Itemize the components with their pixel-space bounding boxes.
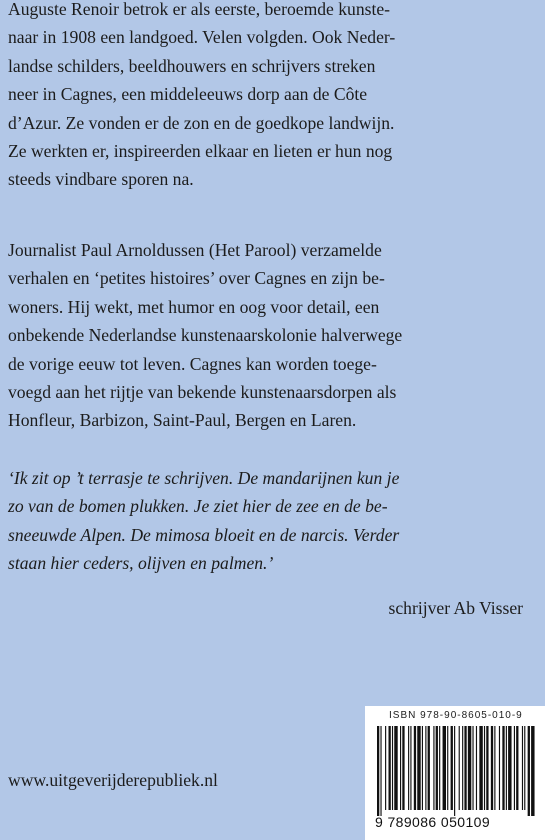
barcode-icon [375,726,537,816]
intro-line: landse schilders, beeldhouwers en schrijvers streken [8,55,376,76]
quote-line: sneeuwde Alpen. De mimosa bloeit en de narcis. Verder [8,524,400,545]
quote-line: staan hier ceders, olijven en palmen.’ [8,553,274,574]
quote-attribution: schrijver Ab Visser [388,598,523,618]
description-line: onbekende Nederlandse kunstenaarskolonie halverwege [8,325,403,346]
quote-paragraph [8,464,538,578]
intro-line: Auguste Renoir betrok er als eerste, beroemde kunste- [8,0,391,19]
intro-line: naar in 1908 een landgoed. Velen volgden. Ook Neder- [8,27,396,48]
isbn-label: ISBN 978-90-8605-010-9 [389,710,523,721]
barcode-digits: 9 789086 050109 [375,814,490,830]
description-line: voegd aan het rijtje van bekende kunstenaarsdorpen als [8,382,397,403]
intro-line: Ze werkten er, inspireerden elkaar en lieten er hun nog [8,141,393,162]
quote-line: zo van de bomen plukken. Je ziet hier de zee en de be- [8,496,388,517]
intro-line: d’Azur. Ze vonden er de zon en de goedkope landwijn. [8,112,395,133]
intro-line: neer in Cagnes, een middeleeuws dorp aan de Côte [8,84,368,105]
quote-line: ‘Ik zit op ’t terrasje te schrijven. De mandarijnen kun je [8,468,400,488]
intro-line: steeds vindbare sporen na. [8,169,194,190]
description-line: verhalen en ‘petites histoires’ over Cagnes en zijn be- [8,268,385,289]
description-line: de vorige eeuw tot leven. Cagnes kan worden toege- [8,353,377,374]
description-paragraph [8,236,538,435]
description-line: woners. Hij wekt, met humor en oog voor detail, een [8,296,380,317]
publisher-website: www.uitgeverijderepubliek.nl [8,770,218,790]
description-line: Honfleur, Barbizon, Saint-Paul, Bergen en Laren. [8,410,357,431]
barcode-panel [365,706,545,840]
description-line: Journalist Paul Arnoldussen (Het Parool) verzamelde [8,240,382,260]
intro-paragraph [8,0,538,194]
